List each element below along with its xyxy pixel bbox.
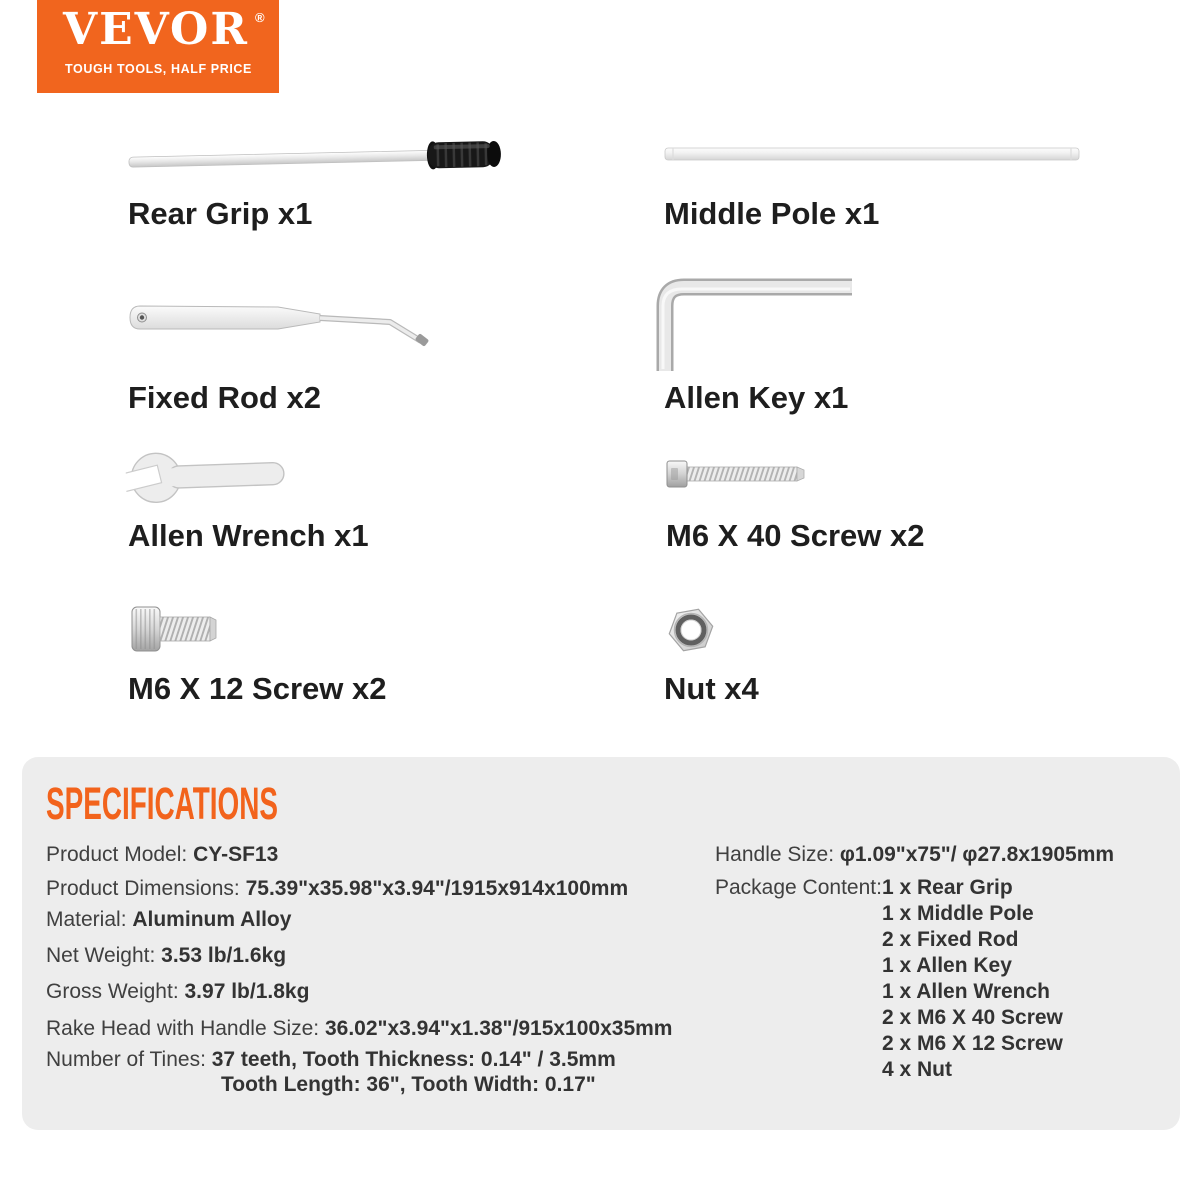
brand-name: VEVOR (63, 4, 249, 55)
part-label-fixed-rod: Fixed Rod x2 (128, 380, 321, 415)
package-item: 1 x Rear Grip (881, 876, 1013, 899)
part-label-m6x12-screw: M6 X 12 Screw x2 (128, 671, 387, 706)
rear-grip-image (128, 136, 504, 185)
spec-label: Material: (46, 908, 133, 931)
part-label-allen-key: Allen Key x1 (664, 380, 849, 415)
spec-value: 36.02"x3.94"x1.38"/915x100x35mm (324, 1017, 673, 1040)
package-items-list (882, 875, 1063, 1083)
spec-row-package-content (715, 875, 1114, 1083)
spec-row-net-weight (46, 944, 672, 968)
package-item: 4 x Nut (881, 1058, 952, 1081)
part-label-nut: Nut x4 (664, 671, 759, 706)
spec-row-number-of-tines (46, 1048, 672, 1072)
specifications-panel (22, 757, 1180, 1130)
package-item: 2 x M6 X 40 Screw (881, 1006, 1063, 1029)
specifications-title: SPECIFICATIONS (46, 778, 279, 829)
spec-value: 37 teeth, Tooth Thickness: 0.14" / 3.5mm (211, 1048, 616, 1071)
spec-value: 3.53 lb/1.6kg (161, 944, 287, 967)
allen-wrench-image (125, 446, 289, 511)
spec-row-rake-head-size (46, 1017, 672, 1041)
spec-column-right (715, 843, 1114, 1083)
spec-value: φ1.09"x75"/ φ27.8x1905mm (839, 843, 1115, 866)
part-label-rear-grip: Rear Grip x1 (128, 196, 313, 231)
vevor-logo (37, 0, 279, 93)
spec-value: CY-SF13 (193, 843, 279, 866)
package-item: 1 x Middle Pole (881, 902, 1034, 925)
package-item: 2 x Fixed Rod (881, 928, 1019, 951)
allen-key-image (654, 277, 854, 378)
spec-value: Aluminum Alloy (132, 908, 292, 931)
registered-mark-icon: ® (255, 10, 265, 25)
spec-row-gross-weight (46, 980, 672, 1004)
nut-image (667, 607, 715, 658)
spec-label: Package Content: (715, 876, 882, 899)
spec-value: 3.97 lb/1.8kg (184, 980, 310, 1003)
spec-value: Tooth Length: 36", Tooth Width: 0.17" (221, 1073, 596, 1096)
spec-column-left (46, 843, 672, 1097)
spec-label: Gross Weight: (46, 980, 185, 1003)
spec-label: Number of Tines: (46, 1048, 212, 1071)
spec-row-product-model (46, 843, 672, 867)
part-label-allen-wrench: Allen Wrench x1 (128, 518, 369, 553)
spec-row-handle-size (715, 843, 1114, 867)
middle-pole-image (664, 147, 1080, 166)
spec-label: Net Weight: (46, 944, 162, 967)
spec-label: Product Model: (46, 843, 194, 866)
spec-label: Handle Size: (715, 843, 840, 866)
spec-label: Rake Head with Handle Size: (46, 1017, 325, 1040)
package-item: 1 x Allen Key (881, 954, 1012, 977)
package-item: 2 x M6 X 12 Screw (881, 1032, 1063, 1055)
package-item: 1 x Allen Wrench (881, 980, 1051, 1003)
part-label-middle-pole: Middle Pole x1 (664, 196, 880, 231)
m6x12-screw-image (131, 605, 219, 658)
part-label-m6x40-screw: M6 X 40 Screw x2 (666, 518, 925, 553)
brand-tagline: TOUGH TOOLS, HALF PRICE (65, 62, 252, 76)
spec-value: 75.39"x35.98"x3.94"/1915x914x100mm (245, 877, 629, 900)
fixed-rod-image (128, 298, 436, 355)
m6x40-screw-image (666, 458, 806, 495)
spec-row-product-dimensions (46, 877, 672, 901)
spec-row-tooth-length-width (46, 1073, 672, 1097)
spec-row-material (46, 908, 672, 932)
spec-label: Product Dimensions: (46, 877, 246, 900)
